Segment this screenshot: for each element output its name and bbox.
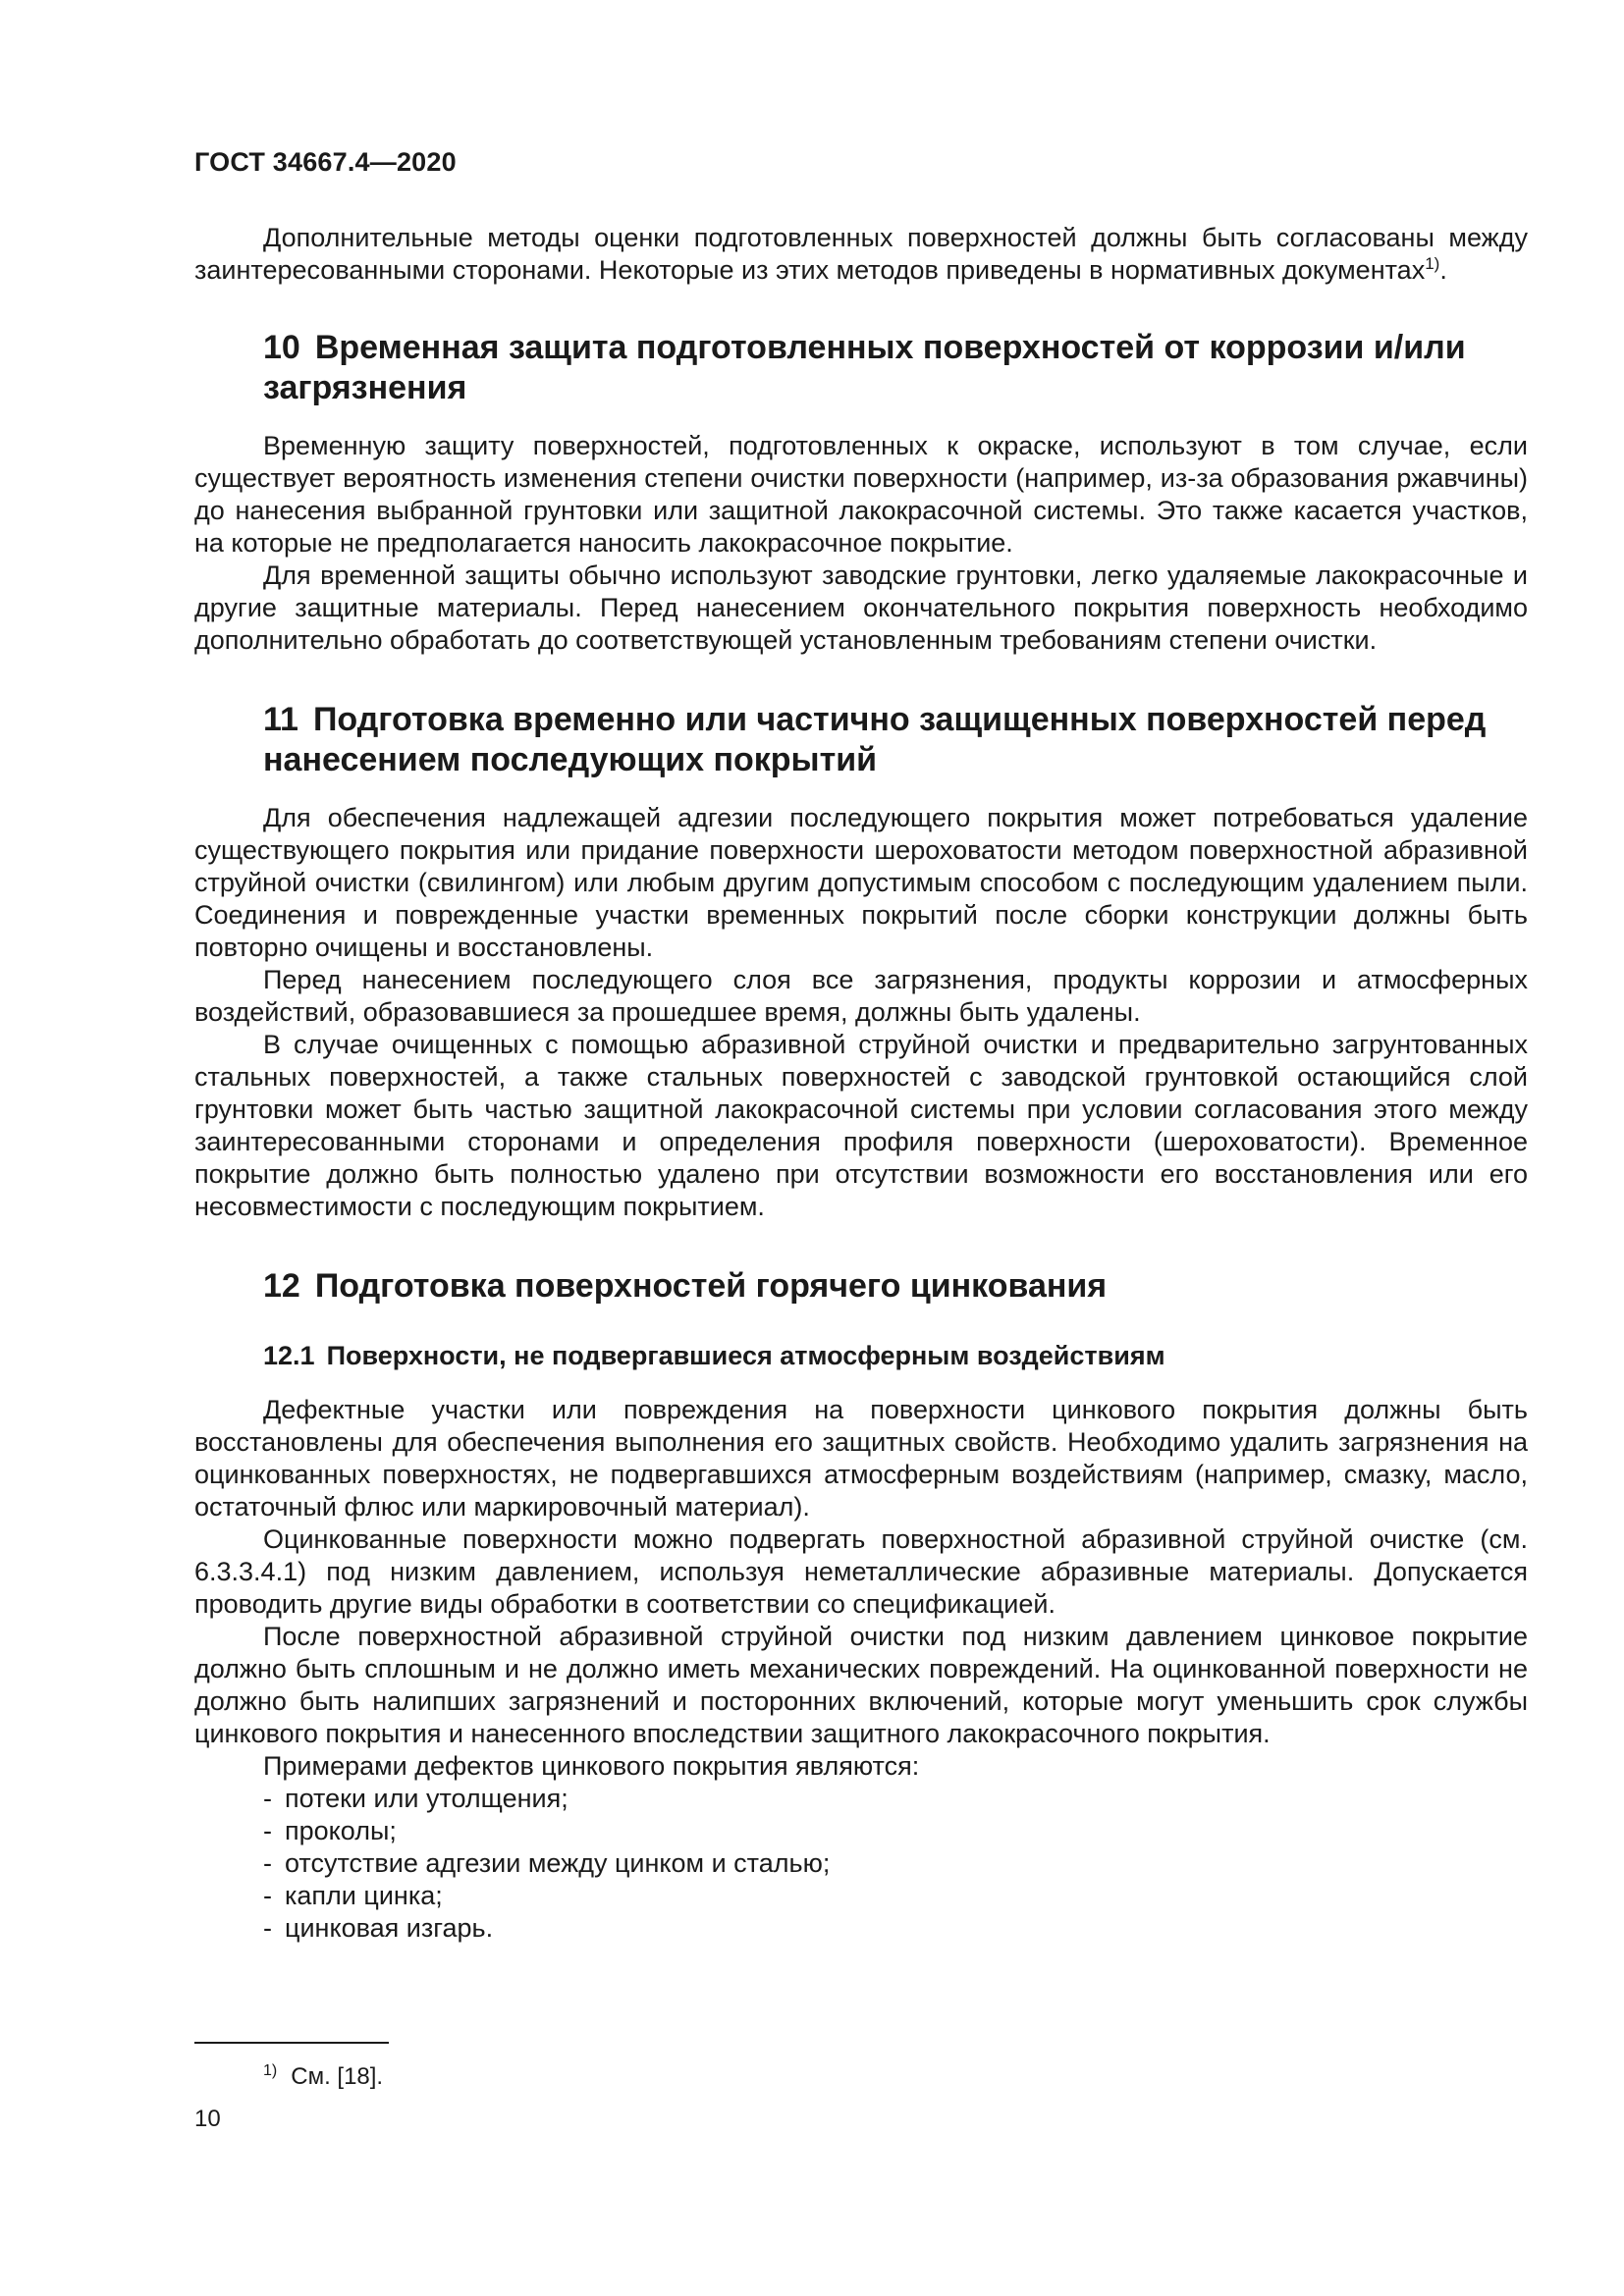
section-number: 12 xyxy=(263,1267,300,1305)
section-title: Подготовка поверхностей горячего цинкования xyxy=(314,1267,1108,1305)
paragraph: Для временной защиты обычно используют заводские грунтовки, легко удаляемые лакокрасочные и другие защитные материалы. Перед нанесением окончательного покрытия поверхность необходимо дополнительно обработать до соответствующей установленным требованиям степени очистки. xyxy=(194,561,1528,655)
list-item: - потеки или утолщения; xyxy=(263,1784,568,1813)
section-title: Временная защита подготовленных поверхностей от коррозии и/или загрязнения xyxy=(263,329,1466,406)
footnote-text: См. [18]. xyxy=(291,2063,384,2090)
list-marker: - xyxy=(263,1784,272,1813)
page-number: 10 xyxy=(194,2106,221,2132)
subsection-12-1-heading xyxy=(194,1340,1528,1372)
defects-list xyxy=(194,1783,1528,1945)
list-marker: - xyxy=(263,1816,272,1845)
list-item: - капли цинка; xyxy=(263,1881,443,1910)
subsection-title: Поверхности, не подвергавшиеся атмосферным воздействиям xyxy=(326,1341,1165,1370)
section-title: Подготовка временно или частично защищенных поверхностей перед нанесением последующих покрытий xyxy=(263,701,1487,778)
page-content xyxy=(194,222,1528,1945)
paragraph: Для обеспечения надлежащей адгезии последующего покрытия может потребоваться удаление существующего покрытия или придание поверхности шероховатости методом поверхностной абразивной струйной очистки (свилингом) или любым другим допустимым способом с последующим удалением пыли. Соединения и поврежденные участки временных покрытий после сборки конструкции должны быть повторно очищены и восстановлены. xyxy=(194,803,1528,962)
footnote-mark: 1) xyxy=(263,2062,278,2079)
section-number: 11 xyxy=(263,701,298,738)
list-item: - отсутствие адгезии между цинком и сталью; xyxy=(263,1848,831,1878)
section-11-heading xyxy=(194,700,1528,780)
paragraph: В случае очищенных с помощью абразивной струйной очистки и предварительно загрунтованных стальных поверхностей, а также стальных поверхностей с заводской грунтовкой остающийся слой грунтовки может быть частью защитной лакокрасочной системы при условии согласования этого между заинтересованными сторонами и определения профиля поверхности (шероховатости). Временное покрытие должно быть полностью удалено при отсутствии возможности его восстановления или его несовместимости с последующим покрытием. xyxy=(194,1030,1528,1221)
footnote-divider xyxy=(194,2042,389,2044)
standard-code: ГОСТ 34667.4—2020 xyxy=(194,147,457,177)
section-12-heading xyxy=(194,1266,1528,1307)
list-item: - проколы; xyxy=(263,1816,397,1845)
footnote xyxy=(263,2056,383,2092)
intro-paragraph: Дополнительные методы оценки подготовленных поверхностей должны быть согласованы между заинтересованными сторонами. Некоторые из этих методов приведены в нормативных документах$^{1)}$. xyxy=(194,223,1528,285)
paragraph: После поверхностной абразивной струйной очистки под низким давлением цинковое покрытие должно быть сплошным и не должно иметь механических повреждений. На оцинкованной поверхности не должно быть налипших загрязнений и посторонних включений, которые могут уменьшить срок службы цинкового покрытия и нанесенного впоследствии защитного лакокрасочного покрытия. xyxy=(194,1622,1528,1748)
paragraph: Примерами дефектов цинкового покрытия являются: xyxy=(263,1751,920,1781)
list-marker: - xyxy=(263,1881,272,1910)
section-10-heading xyxy=(194,328,1528,408)
section-number: 10 xyxy=(263,329,300,366)
paragraph: Перед нанесением последующего слоя все загрязнения, продукты коррозии и атмосферных воздействий, образовавшиеся за прошедшее время, должны быть удалены. xyxy=(194,965,1528,1027)
list-marker: - xyxy=(263,1848,272,1878)
subsection-number: 12.1 xyxy=(263,1341,315,1370)
list-marker: - xyxy=(263,1913,272,1943)
list-item: - цинковая изгарь. xyxy=(263,1913,494,1943)
paragraph: Дефектные участки или повреждения на поверхности цинкового покрытия должны быть восстановлены для обеспечения выполнения его защитных свойств. Необходимо удалить загрязнения на оцинкованных поверхностях, не подвергавшихся атмосферным воздействиям (например, смазку, масло, остаточный флюс или маркировочный материал). xyxy=(194,1395,1528,1522)
paragraph: Временную защиту поверхностей, подготовленных к окраске, используют в том случае, если существует вероятность изменения степени очистки поверхности (например, из-за образования ржавчины) до нанесения выбранной грунтовки или защитной лакокрасочной системы. Это также касается участков, на которые не предполагается наносить лакокрасочное покрытие. xyxy=(194,431,1528,558)
paragraph: Оцинкованные поверхности можно подвергать поверхностной абразивной струйной очистке (см. 6.3.3.4.1) под низким давлением, используя неметаллические абразивные материалы. Допускается проводить другие виды обработки в соответствии со спецификацией. xyxy=(194,1524,1528,1619)
footnote-reference[interactable]: 1) xyxy=(1425,254,1440,273)
